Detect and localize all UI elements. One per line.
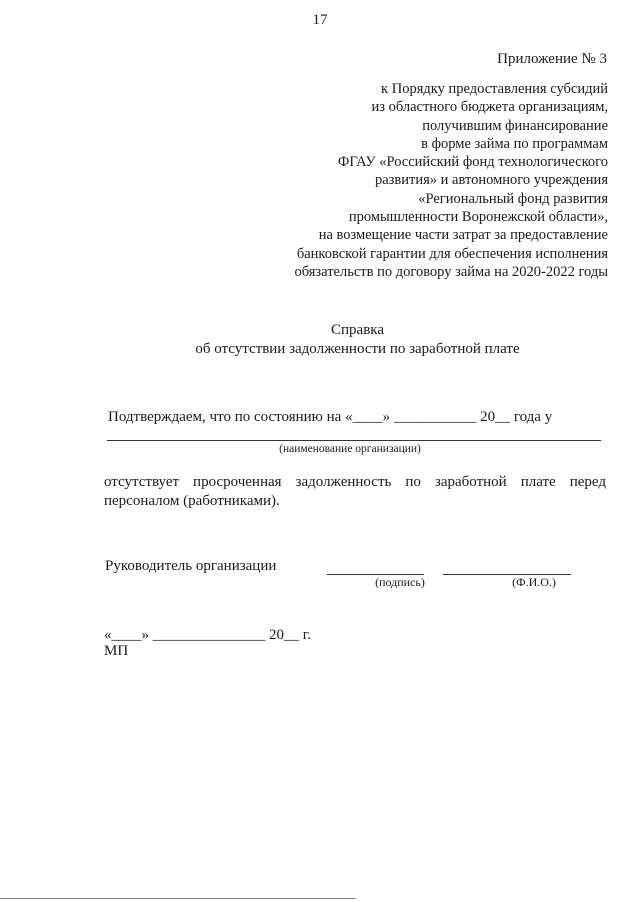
appendix-title: Приложение № 3 bbox=[497, 51, 607, 67]
organization-name-line bbox=[107, 440, 601, 441]
appendix-line: промышленности Воронежской области», bbox=[348, 209, 608, 226]
page-number: 17 bbox=[312, 12, 328, 28]
appendix-line: на возмещение части затрат за предоставление bbox=[318, 227, 608, 244]
document-title: Справка bbox=[331, 322, 384, 338]
appendix-line: развития» и автономного учреждения bbox=[375, 172, 608, 189]
appendix-line: из областного бюджета организациям, bbox=[371, 99, 608, 116]
appendix-reference bbox=[208, 80, 608, 281]
appendix-line: ФГАУ «Российский фонд технологического bbox=[337, 154, 608, 171]
appendix-line: в форме займа по программам bbox=[421, 135, 608, 152]
appendix-line: к Порядку предоставления субсидий bbox=[381, 81, 608, 97]
date-line: «____» _______________ 20__ г. bbox=[104, 627, 311, 643]
stamp-placeholder: МП bbox=[104, 643, 129, 659]
full-name-caption: (Ф.И.О.) bbox=[512, 575, 556, 589]
appendix-line: «Региональный фонд развития bbox=[418, 190, 608, 207]
appendix-line: получившим финансирование bbox=[422, 117, 608, 134]
head-of-organization-label: Руководитель организации bbox=[105, 558, 277, 574]
confirmation-text: Подтверждаем, что по состоянию на «____» ___________ 20__ года у bbox=[108, 409, 553, 425]
appendix-line: обязательств по договору займа на 2020-2022 годы bbox=[294, 263, 608, 280]
scan-edge-divider bbox=[0, 898, 356, 899]
statement-text: отсутствует просроченная задолженность по заработной плате перед персоналом (работниками). bbox=[104, 474, 606, 509]
document-subtitle: об отсутствии задолженности по заработной плате bbox=[195, 341, 520, 357]
signature-caption: (подпись) bbox=[375, 575, 425, 589]
appendix-line: банковской гарантии для обеспечения исполнения bbox=[296, 245, 608, 262]
organization-caption: (наименование организации) bbox=[279, 443, 421, 455]
